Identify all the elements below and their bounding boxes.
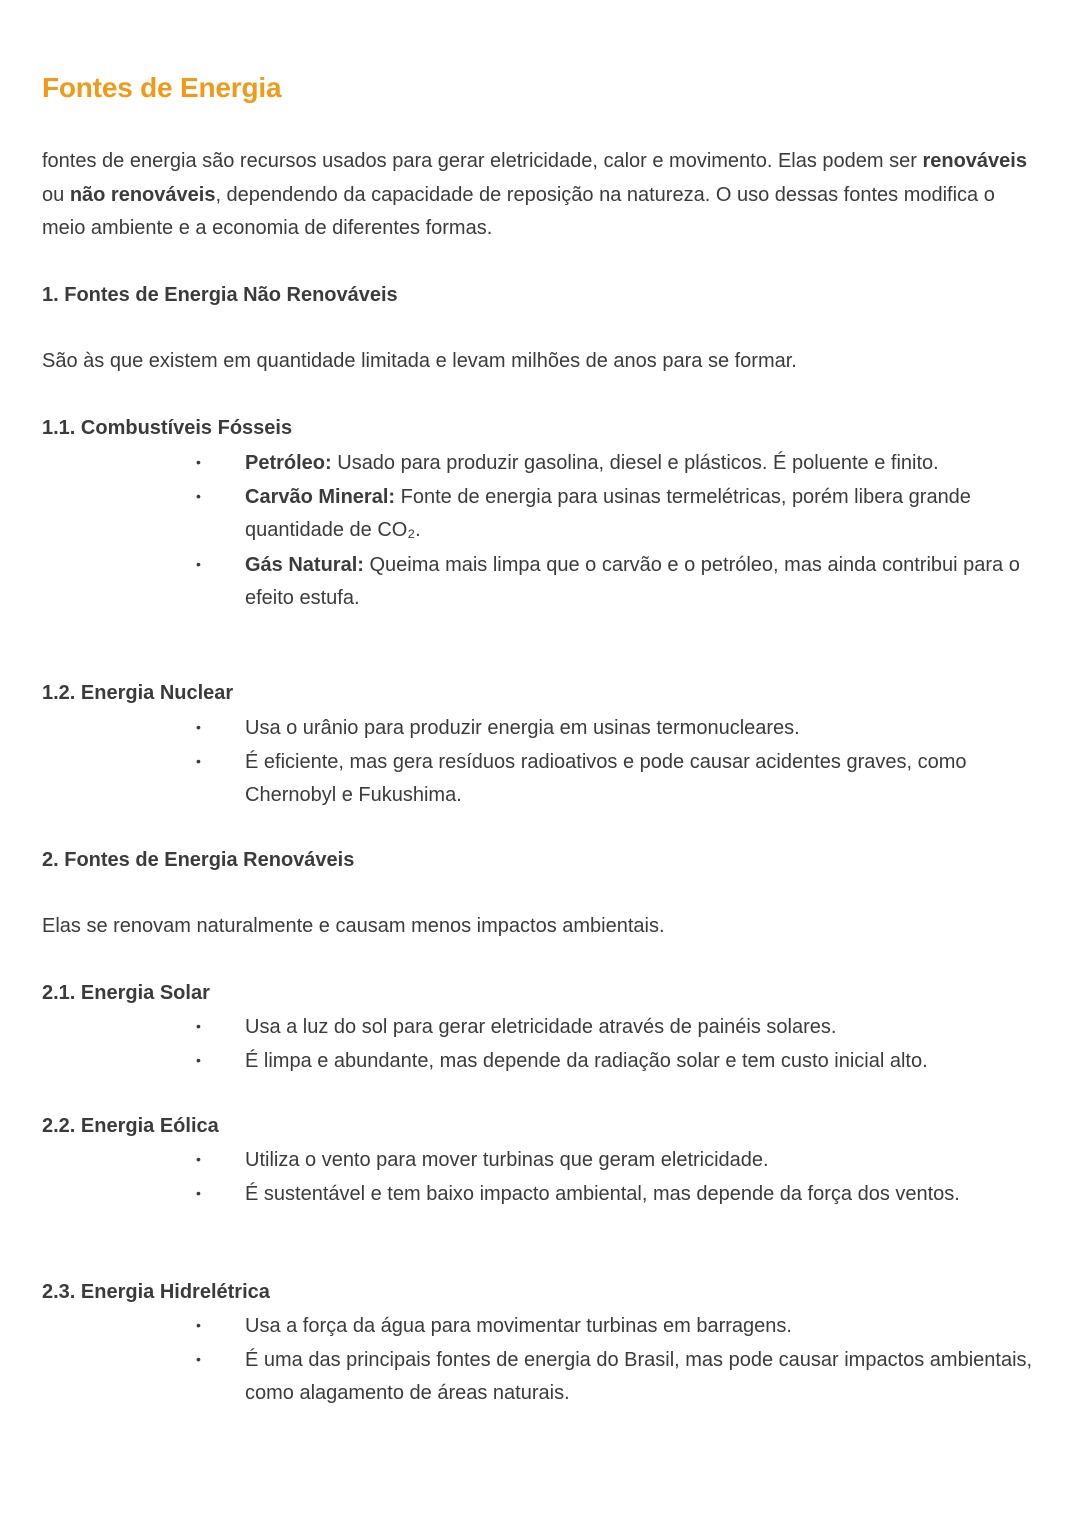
bullet-icon: • (196, 1185, 201, 1202)
subsection-heading: 2.3. Energia Hidrelétrica (42, 1281, 270, 1303)
intro-paragraph (42, 145, 1040, 246)
section-description: Elas se renovam naturalmente e causam menos impactos ambientais. (42, 915, 665, 937)
item-text: Utiliza o vento para mover turbinas que geram eletricidade. (245, 1149, 769, 1171)
bullet-list (42, 1010, 1040, 1078)
list-item (42, 1044, 1040, 1078)
list-item (42, 745, 1040, 812)
item-text: Usa a luz do sol para gerar eletricidade através de painéis solares. (245, 1016, 837, 1038)
list-item (42, 1343, 1040, 1410)
page-title: Fontes de Energia (42, 72, 282, 103)
item-text: Usado para produzir gasolina, diesel e plásticos. É poluente e finito. (331, 452, 939, 474)
bullet-icon: • (196, 1351, 201, 1368)
bullet-icon: • (196, 488, 201, 505)
list-item (42, 1177, 1040, 1211)
section-description: São às que existem em quantidade limitada e levam milhões de anos para se formar. (42, 350, 797, 372)
item-label: Gás Natural: (245, 553, 364, 576)
list-item (42, 711, 1040, 745)
bullet-icon: • (196, 719, 201, 735)
list-item (42, 480, 1040, 547)
item-text: Queima mais limpa que o carvão e o petróleo, mas ainda contribui para o efeito estufa. (245, 553, 1020, 609)
item-text: É sustentável e tem baixo impacto ambiental, mas depende da força dos ventos. (245, 1183, 960, 1206)
intro-text: fontes de energia são recursos usados para gerar eletricidade, calor e movimento. Elas podem ser (42, 150, 923, 172)
bullet-icon: • (196, 555, 201, 572)
item-text: Usa a força da água para movimentar turbinas em barragens. (245, 1315, 792, 1337)
bullet-icon: • (196, 454, 201, 470)
bullet-icon: • (196, 1317, 201, 1333)
list-item (42, 1010, 1040, 1044)
section-heading: 2. Fontes de Energia Renováveis (42, 849, 355, 871)
bullet-icon: • (196, 1052, 201, 1069)
bullet-list (42, 446, 1040, 615)
intro-text: ou (42, 183, 70, 206)
list-item (42, 1143, 1040, 1177)
subsection-heading: 2.1. Energia Solar (42, 982, 210, 1004)
bullet-list (42, 711, 1040, 813)
item-text: É limpa e abundante, mas depende da radiação solar e tem custo inicial alto. (245, 1050, 928, 1073)
subsection-heading: 2.2. Energia Eólica (42, 1115, 219, 1137)
item-text: Fonte de energia para usinas termelétricas, porém libera grande quantidade de CO₂. (245, 486, 971, 542)
section-heading: 1. Fontes de Energia Não Renováveis (42, 284, 398, 306)
bullet-list (42, 1143, 1040, 1211)
bullet-icon: • (196, 1018, 201, 1034)
bullet-list (42, 1309, 1040, 1411)
bullet-icon: • (196, 1151, 201, 1167)
intro-bold-nonrenewable: não renováveis (69, 183, 216, 206)
intro-text: , dependendo da capacidade de reposição na natureza. O uso dessas fontes modifica o meio ambiente e a economia de diferentes formas. (42, 183, 995, 239)
item-text: É uma das principais fontes de energia do Brasil, mas pode causar impactos ambientais, como alagamento de áreas naturais. (245, 1349, 1033, 1405)
subsection-heading: 1.1. Combustíveis Fósseis (42, 417, 293, 439)
item-label: Petróleo: (245, 452, 332, 474)
item-label: Carvão Mineral: (245, 486, 396, 509)
item-text: Usa o urânio para produzir energia em usinas termonucleares. (245, 717, 800, 739)
bullet-icon: • (196, 753, 201, 770)
list-item (42, 548, 1040, 615)
list-item (42, 446, 1040, 480)
subsection-heading: 1.2. Energia Nuclear (42, 682, 234, 704)
item-text: É eficiente, mas gera resíduos radioativos e pode causar acidentes graves, como Chernobyl e Fukushima. (245, 751, 967, 807)
intro-bold-renewable: renováveis (922, 150, 1027, 172)
list-item (42, 1309, 1040, 1343)
